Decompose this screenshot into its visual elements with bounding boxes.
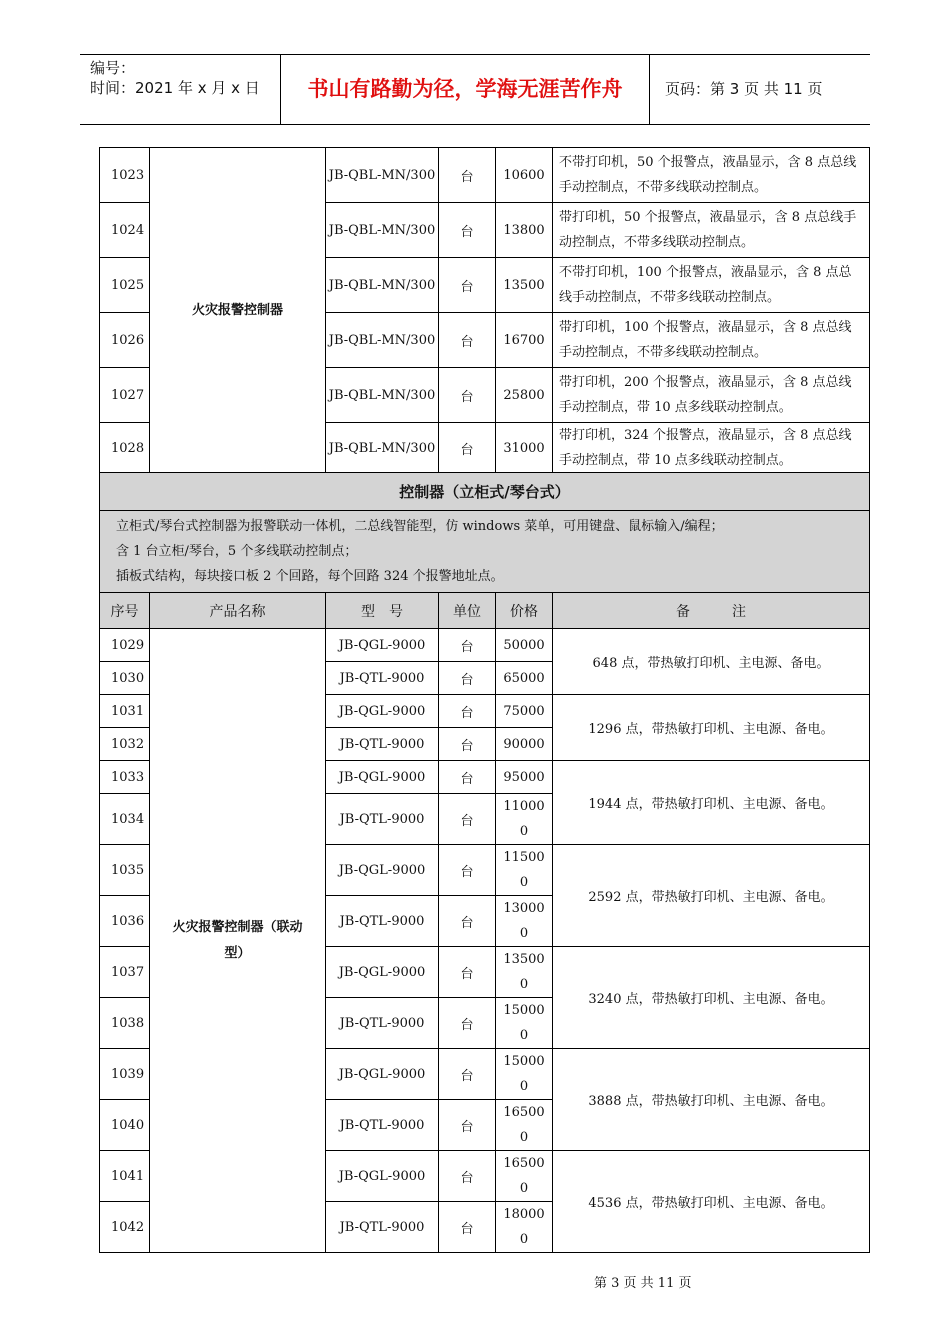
row-number: 1039 — [100, 1049, 150, 1100]
row-unit: 台 — [439, 695, 496, 728]
row-model: JB-QTL-9000 — [326, 896, 439, 947]
document-number-label: 编号： — [90, 59, 136, 77]
row-price: 50000 — [496, 629, 553, 662]
row-model: JB-QGL-9000 — [326, 1049, 439, 1100]
row-price: 150000 — [496, 1049, 553, 1100]
row-number: 1027 — [100, 368, 150, 423]
row-unit: 台 — [439, 794, 496, 845]
column-header-no: 序号 — [100, 593, 150, 629]
intro-line: 含 1 台立柜/琴台，5 个多线联动控制点； — [116, 544, 358, 559]
row-price: 130000 — [496, 896, 553, 947]
section-title: 控制器（立柜式/琴台式） — [100, 473, 870, 511]
row-number: 1030 — [100, 662, 150, 695]
row-unit: 台 — [439, 896, 496, 947]
row-price: 90000 — [496, 728, 553, 761]
row-unit: 台 — [439, 1151, 496, 1202]
row-price: 25800 — [496, 368, 553, 423]
row-unit: 台 — [439, 845, 496, 896]
row-number: 1033 — [100, 761, 150, 794]
row-number: 1037 — [100, 947, 150, 998]
row-model: JB-QGL-9000 — [326, 761, 439, 794]
row-model: JB-QBL-MN/300 — [326, 423, 439, 474]
row-unit: 台 — [439, 1100, 496, 1151]
row-model: JB-QGL-9000 — [326, 695, 439, 728]
price-table-1 — [99, 147, 870, 474]
row-price: 135000 — [496, 947, 553, 998]
row-note: 3888 点，带热敏打印机、主电源、备电。 — [553, 1049, 870, 1151]
row-note: 4536 点，带热敏打印机、主电源、备电。 — [553, 1151, 870, 1253]
row-price: 110000 — [496, 794, 553, 845]
column-header-name: 产品名称 — [150, 593, 326, 629]
row-number: 1035 — [100, 845, 150, 896]
row-number: 1032 — [100, 728, 150, 761]
row-model: JB-QTL-9000 — [326, 1202, 439, 1253]
row-note: 1944 点，带热敏打印机、主电源、备电。 — [553, 761, 870, 845]
column-header-unit: 单位 — [439, 593, 496, 629]
row-model: JB-QGL-9000 — [326, 845, 439, 896]
intro-line: 立柜式/琴台式控制器为报警联动一体机，二总线智能型，仿 windows 菜单，可用键盘、鼠标输入/编程； — [116, 519, 724, 534]
header-motto: 书山有路勤为径，学海无涯苦作舟 — [281, 55, 650, 124]
column-header-model: 型 号 — [326, 593, 439, 629]
row-model: JB-QGL-9000 — [326, 629, 439, 662]
row-unit: 台 — [439, 1049, 496, 1100]
row-note: 648 点，带热敏打印机、主电源、备电。 — [553, 629, 870, 695]
row-number: 1038 — [100, 998, 150, 1049]
row-price: 95000 — [496, 761, 553, 794]
row-number: 1029 — [100, 629, 150, 662]
row-price: 13800 — [496, 203, 553, 258]
row-price: 180000 — [496, 1202, 553, 1253]
row-unit: 台 — [439, 423, 496, 474]
row-model: JB-QGL-9000 — [326, 1151, 439, 1202]
row-model: JB-QTL-9000 — [326, 1100, 439, 1151]
row-note: 不带打印机，50 个报警点，液晶显示，含 8 点总线手动控制点，不带多线联动控制点。 — [553, 148, 870, 203]
row-model: JB-QBL-MN/300 — [326, 258, 439, 313]
row-price: 31000 — [496, 423, 553, 474]
page-header — [80, 54, 870, 125]
row-model: JB-QTL-9000 — [326, 794, 439, 845]
row-price: 10600 — [496, 148, 553, 203]
row-model: JB-QBL-MN/300 — [326, 148, 439, 203]
row-model: JB-QTL-9000 — [326, 728, 439, 761]
row-number: 1031 — [100, 695, 150, 728]
row-note: 不带打印机，100 个报警点，液晶显示，含 8 点总线手动控制点，不带多线联动控制点。 — [553, 258, 870, 313]
row-unit: 台 — [439, 313, 496, 368]
row-number: 1036 — [100, 896, 150, 947]
row-unit: 台 — [439, 258, 496, 313]
row-model: JB-QBL-MN/300 — [326, 203, 439, 258]
section-intro — [100, 511, 870, 593]
row-price: 13500 — [496, 258, 553, 313]
header-meta — [80, 55, 281, 124]
row-number: 1040 — [100, 1100, 150, 1151]
row-number: 1024 — [100, 203, 150, 258]
row-price: 165000 — [496, 1100, 553, 1151]
row-price: 150000 — [496, 998, 553, 1049]
row-unit: 台 — [439, 761, 496, 794]
row-number: 1025 — [100, 258, 150, 313]
row-price: 65000 — [496, 662, 553, 695]
row-number: 1026 — [100, 313, 150, 368]
header-page-info: 页码：第 3 页 共 11 页 — [665, 80, 823, 98]
row-unit: 台 — [439, 947, 496, 998]
row-model: JB-QBL-MN/300 — [326, 313, 439, 368]
row-number: 1042 — [100, 1202, 150, 1253]
row-price: 165000 — [496, 1151, 553, 1202]
row-unit: 台 — [439, 203, 496, 258]
product-name: 火灾报警控制器（联动型） — [150, 629, 326, 1253]
row-number: 1041 — [100, 1151, 150, 1202]
row-unit: 台 — [439, 368, 496, 423]
price-table-2 — [99, 472, 870, 1253]
row-note: 带打印机，324 个报警点，液晶显示，含 8 点总线手动控制点，带 10 点多线联动控制点。 — [553, 423, 870, 474]
document-time-label: 时间：2021 年 x 月 x 日 — [90, 79, 260, 97]
table-row — [100, 629, 870, 662]
row-model: JB-QTL-9000 — [326, 662, 439, 695]
row-model: JB-QGL-9000 — [326, 947, 439, 998]
column-header-price: 价格 — [496, 593, 553, 629]
row-model: JB-QTL-9000 — [326, 998, 439, 1049]
row-price: 75000 — [496, 695, 553, 728]
row-note: 带打印机，200 个报警点，液晶显示，含 8 点总线手动控制点，带 10 点多线联动控制点。 — [553, 368, 870, 423]
footer-page-label: 第 3 页 共 11 页 — [594, 1276, 692, 1291]
row-note: 3240 点，带热敏打印机、主电源、备电。 — [553, 947, 870, 1049]
column-header-note: 备 注 — [553, 593, 870, 629]
row-number: 1028 — [100, 423, 150, 474]
row-price: 115000 — [496, 845, 553, 896]
row-model: JB-QBL-MN/300 — [326, 368, 439, 423]
row-price: 16700 — [496, 313, 553, 368]
row-unit: 台 — [439, 728, 496, 761]
product-name: 火灾报警控制器 — [150, 148, 326, 474]
row-unit: 台 — [439, 148, 496, 203]
intro-line: 插板式结构，每块接口板 2 个回路，每个回路 324 个报警地址点。 — [116, 569, 504, 584]
row-note: 2592 点，带热敏打印机、主电源、备电。 — [553, 845, 870, 947]
row-note: 带打印机，50 个报警点，液晶显示，含 8 点总线手动控制点，不带多线联动控制点。 — [553, 203, 870, 258]
row-number: 1023 — [100, 148, 150, 203]
row-unit: 台 — [439, 998, 496, 1049]
row-note: 1296 点，带热敏打印机、主电源、备电。 — [553, 695, 870, 761]
row-unit: 台 — [439, 662, 496, 695]
row-unit: 台 — [439, 1202, 496, 1253]
row-note: 带打印机，100 个报警点，液晶显示，含 8 点总线手动控制点，不带多线联动控制点。 — [553, 313, 870, 368]
table-row — [100, 148, 870, 203]
row-number: 1034 — [100, 794, 150, 845]
row-unit: 台 — [439, 629, 496, 662]
